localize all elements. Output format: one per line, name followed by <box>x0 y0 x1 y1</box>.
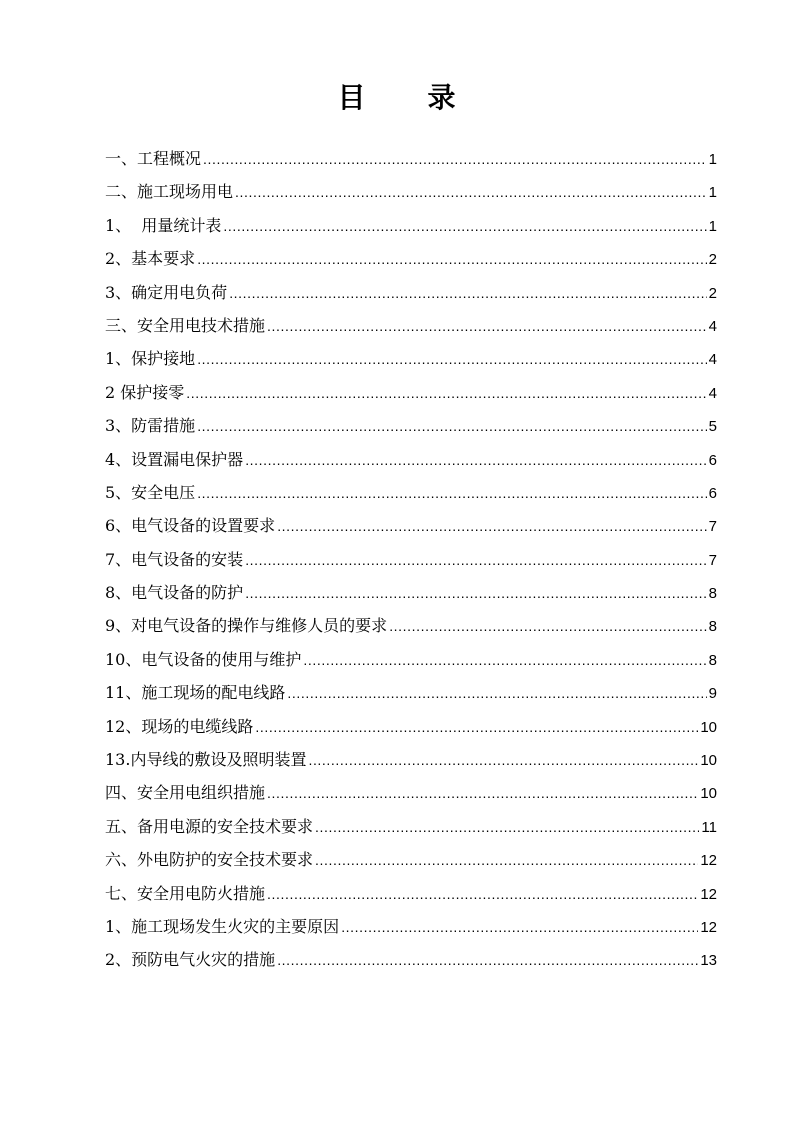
toc-entry-label: 5、安全电压 <box>105 482 196 502</box>
toc-page-number: 11 <box>701 818 717 836</box>
toc-page-number: 10 <box>700 718 717 736</box>
toc-leader-dots <box>277 510 706 543</box>
toc-page-number: 1 <box>708 217 717 235</box>
toc-page-number: 8 <box>708 618 717 636</box>
toc-page-number: 6 <box>708 451 717 469</box>
toc-leader-dots <box>197 410 706 443</box>
toc-page-number: 7 <box>708 518 717 536</box>
toc-entry-label: 2、预防电气火灾的措施 <box>105 950 276 970</box>
page-title <box>0 78 793 118</box>
toc-page-number: 8 <box>708 585 717 603</box>
toc-entry[interactable] <box>105 209 717 242</box>
toc-entry-label: 六、外电防护的安全技术要求 <box>105 850 314 870</box>
toc-leader-dots <box>303 644 706 677</box>
toc-leader-dots <box>267 777 698 810</box>
toc-entry-label: 9、对电气设备的操作与维修人员的要求 <box>105 616 388 636</box>
toc-entry[interactable] <box>105 943 717 976</box>
toc-entry[interactable] <box>105 376 717 409</box>
toc-entry-label: 五、备用电源的安全技术要求 <box>105 816 314 836</box>
toc-page-number: 4 <box>708 384 717 402</box>
toc-leader-dots <box>197 243 706 276</box>
toc-entry-label: 三、安全用电技术措施 <box>105 315 266 335</box>
toc-leader-dots <box>235 176 707 209</box>
toc-page-number: 1 <box>708 151 717 168</box>
toc-entry[interactable] <box>105 877 717 910</box>
toc-leader-dots <box>186 377 706 410</box>
toc-leader-dots <box>197 343 706 376</box>
title-char-1: 目 <box>337 81 366 114</box>
toc-leader-dots <box>245 444 706 477</box>
toc-entry-label: 2 保护接零 <box>105 382 185 402</box>
toc-leader-dots <box>223 210 706 243</box>
toc-entry-label: 3、防雷措施 <box>105 416 196 436</box>
toc-entry-label: 12、现场的电缆线路 <box>105 716 254 736</box>
toc-entry-label: 四、安全用电组织措施 <box>105 783 266 803</box>
toc-page-number: 12 <box>700 918 717 936</box>
toc-entry[interactable] <box>105 476 717 509</box>
title-char-2: 录 <box>427 81 456 114</box>
toc-leader-dots <box>245 577 706 610</box>
toc-page-number: 13 <box>700 952 717 970</box>
toc-leader-dots <box>389 610 706 643</box>
toc-leader-dots <box>315 811 699 844</box>
toc-entry-label: 2、基本要求 <box>105 249 196 269</box>
toc-leader-dots <box>341 911 698 944</box>
toc-leader-dots <box>245 544 706 577</box>
toc-entry-label: 8、电气设备的防护 <box>105 583 244 603</box>
toc-entry[interactable] <box>105 543 717 576</box>
toc-entry-label: 一、工程概况 <box>105 149 202 168</box>
toc-leader-dots <box>308 744 698 777</box>
toc-entry[interactable] <box>105 609 717 642</box>
toc-leader-dots <box>267 310 707 343</box>
toc-entry[interactable] <box>105 242 717 275</box>
toc-entry-label: 6、电气设备的设置要求 <box>105 516 276 536</box>
toc-entry-label: 七、安全用电防火措施 <box>105 883 266 903</box>
toc-entry-label: 1、保护接地 <box>105 349 196 369</box>
toc-entry[interactable] <box>105 776 717 809</box>
toc-leader-dots <box>229 277 706 310</box>
toc-entry[interactable] <box>105 576 717 609</box>
toc-page-number: 8 <box>708 651 717 669</box>
toc-entry-label: 10、电气设备的使用与维护 <box>105 649 302 669</box>
toc-entry[interactable] <box>105 142 717 175</box>
toc-page-number: 4 <box>708 317 717 335</box>
toc-page-number: 7 <box>708 551 717 569</box>
toc-entry[interactable] <box>105 309 717 342</box>
toc-entry-label: 11、施工现场的配电线路 <box>105 683 286 703</box>
toc-entry-label: 3、确定用电负荷 <box>105 282 228 302</box>
toc-entry[interactable] <box>105 443 717 476</box>
toc-entry-label: 7、电气设备的安装 <box>105 549 244 569</box>
toc-page-number: 6 <box>708 484 717 502</box>
toc-entry[interactable] <box>105 509 717 542</box>
toc-entry[interactable] <box>105 276 717 309</box>
toc-page-number: 2 <box>708 284 717 302</box>
toc-leader-dots <box>203 143 707 176</box>
toc-entry-label: 1、施工现场发生火灾的主要原因 <box>105 916 340 936</box>
toc-page-number: 2 <box>708 251 717 269</box>
toc-entry[interactable] <box>105 643 717 676</box>
toc-entry[interactable] <box>105 175 717 208</box>
toc-leader-dots <box>315 844 698 877</box>
toc-page-number: 9 <box>708 685 717 703</box>
toc-entry[interactable] <box>105 810 717 843</box>
toc-page-number: 4 <box>708 351 717 369</box>
toc-entry[interactable] <box>105 342 717 375</box>
toc-entry-label: 二、施工现场用电 <box>105 182 234 202</box>
toc-page-number: 12 <box>700 885 717 903</box>
toc-entry[interactable] <box>105 743 717 776</box>
toc-leader-dots <box>277 944 698 977</box>
toc-page-number: 1 <box>708 184 717 202</box>
toc-page-number: 10 <box>700 785 717 803</box>
table-of-contents <box>105 142 717 977</box>
toc-entry[interactable] <box>105 676 717 709</box>
toc-leader-dots <box>255 711 698 744</box>
toc-page-number: 5 <box>708 418 717 436</box>
toc-entry[interactable] <box>105 409 717 442</box>
toc-entry-label: 4、设置漏电保护器 <box>105 449 244 469</box>
toc-leader-dots <box>267 878 698 911</box>
toc-entry-label: 13.内导线的敷设及照明装置 <box>105 750 307 770</box>
toc-entry[interactable] <box>105 910 717 943</box>
toc-page-number: 12 <box>700 852 717 870</box>
toc-entry[interactable] <box>105 710 717 743</box>
toc-page-number: 10 <box>700 752 717 770</box>
toc-entry-label: 1、 用量统计表 <box>105 215 222 235</box>
toc-leader-dots <box>197 477 706 510</box>
toc-leader-dots <box>287 677 706 710</box>
toc-entry[interactable] <box>105 843 717 876</box>
